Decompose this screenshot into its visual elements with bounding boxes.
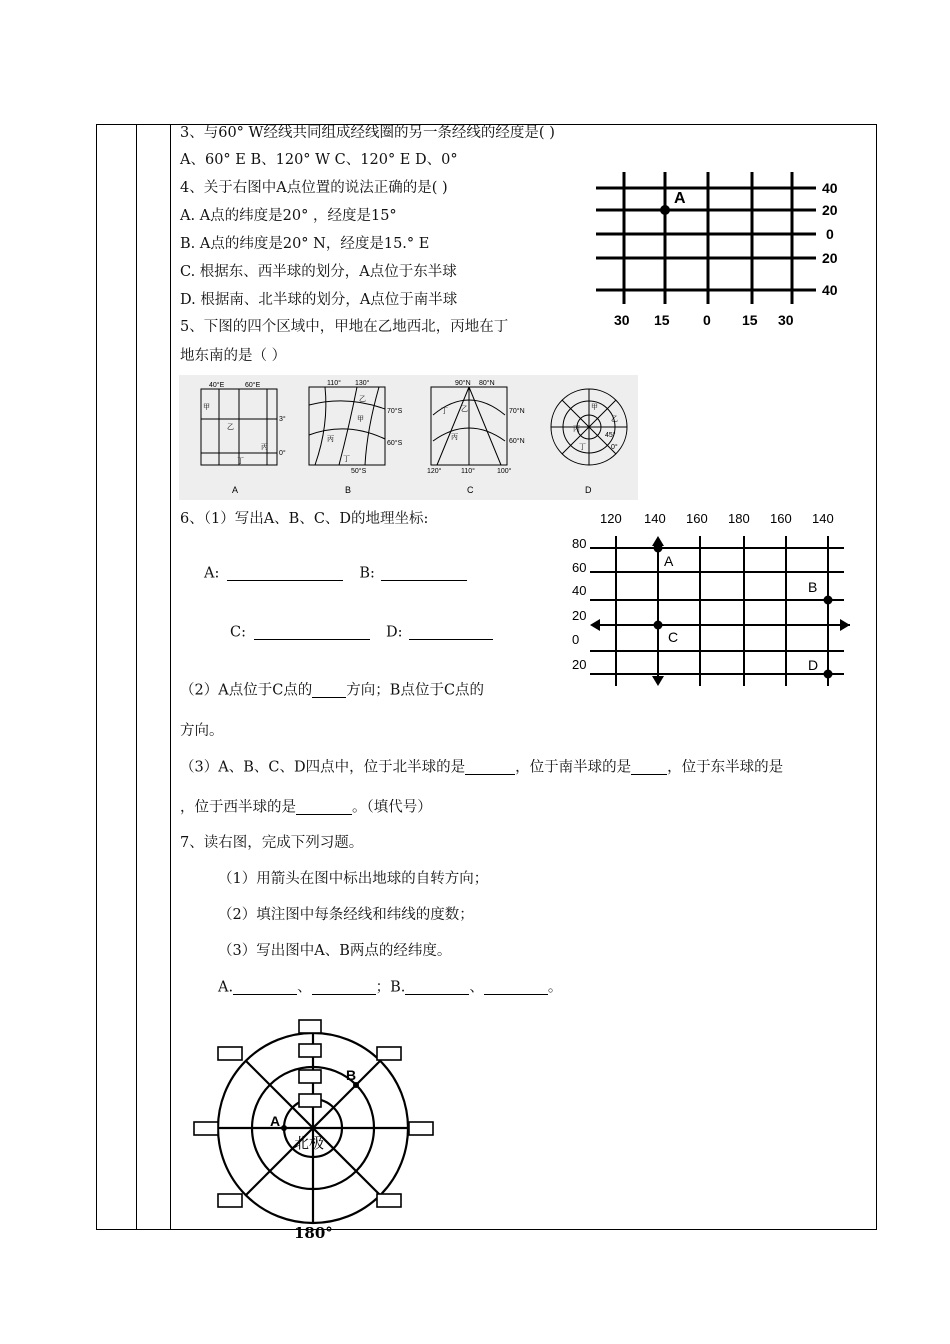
q6-part2-blank[interactable] [312,683,346,698]
map-d-label: 0° [611,444,618,451]
map-c-label: 90°N [455,380,471,387]
lon-label: 160 [770,511,792,526]
point-label: B [808,579,818,595]
q6-c-blank[interactable] [254,625,370,640]
map-a-point: 丁 [237,458,244,465]
q6-b-blank[interactable] [381,566,467,581]
q6-part2-end: 方向。 [180,723,224,739]
label-box[interactable] [299,1044,321,1057]
q5-maps-figure [179,375,638,500]
map-a-point: 乙 [227,424,234,431]
q6-part3-cont: ，位于西半球的是 。（填代号） [180,799,432,816]
label-box[interactable] [409,1122,433,1135]
point-a-marker [654,544,663,553]
point-label: C [668,629,679,645]
q6-west-blank[interactable] [296,800,352,815]
map-c-point: 丁 [441,408,448,415]
map-a-label: 60°E [245,382,261,389]
q4-option-c: C. 根据东、西半球的划分，A点位于东半球 [180,264,457,280]
map-b-point: 甲 [357,416,364,423]
q7-a-lat-blank[interactable] [312,980,376,995]
map-b-caption: B [345,485,352,495]
lat-label: 20 [822,202,838,218]
map-c-point: 丙 [451,434,458,441]
lat-label: 40 [572,583,587,598]
lon-label: 15 [742,312,758,328]
label-box[interactable] [377,1194,401,1207]
q3-stem: 3、与60° W经线共同组成经线圈的另一条经线的经度是( ) [180,125,555,141]
q7-sub1: （1）用箭头在图中标出地球的自转方向； [218,871,489,887]
map-a-point: 甲 [203,404,210,411]
point-label: D [808,657,819,673]
map-c-label: 70°N [509,408,525,415]
q6-a-line: A: B: [204,566,467,581]
lon-label: 120 [600,511,622,526]
q6-south-blank[interactable] [631,760,667,775]
q7-b-lon-blank[interactable] [405,980,469,995]
lat-label: 0 [572,632,580,647]
q7-answer-line: A. 、 ；B. 、 。 [218,979,563,996]
point-a-label: A [674,190,686,207]
q6-part2: （2）A点位于C点的 方向；B点位于C点的 [180,682,485,699]
map-d-label: 丁 [579,444,586,451]
lon-label: 0 [703,312,711,328]
lat-label: 20 [572,608,587,623]
map-a-caption: A [232,485,239,495]
map-c-label: 80°N [479,380,495,387]
map-d-label: 45° [605,432,616,439]
q6-part3: （3）A、B、C、D四点中，位于北半球的是 ，位于南半球的是 ，位于东半球的是 [180,759,784,776]
point-b-marker [824,596,833,605]
q6-grid-figure [566,508,850,690]
lon-label: 30 [778,312,794,328]
q6-c-line: C: D: [230,625,493,640]
table-column-divider [170,124,171,1230]
q4-option-d: D. 根据南、北半球的划分，A点位于南半球 [180,292,458,308]
label-box[interactable] [377,1047,401,1060]
lon-label: 15 [654,312,670,328]
map-b-point: 丁 [343,456,350,463]
map-a-label: 40°E [209,382,225,389]
meridian-180-label: 180° [294,1224,333,1242]
q6-north-blank[interactable] [465,760,515,775]
point-label: A [664,553,674,569]
map-c-label: 110° [461,468,475,475]
map-d-label: 丙 [573,426,580,433]
point-a-marker [281,1125,287,1131]
map-c-label: 60°N [509,438,525,445]
map-d [551,389,627,465]
map-c-caption: C [467,485,474,495]
map-b-label: 60°S [387,440,403,447]
point-a-marker [660,205,670,215]
q6-a-blank[interactable] [227,566,343,581]
label-box[interactable] [218,1047,242,1060]
lon-label: 140 [812,511,834,526]
map-b-point: 丙 [327,436,334,443]
lat-label: 80 [572,536,587,551]
lat-label: 60 [572,560,587,575]
lon-label: 160 [686,511,708,526]
point-label: B [346,1067,357,1083]
map-b-label: 70°S [387,408,403,415]
q4-option-b: B. A点的纬度是20° N，经度是15.° E [180,236,430,252]
q7-a-lon-blank[interactable] [233,980,297,995]
map-b-label: 110° [327,380,341,387]
label-box[interactable] [218,1194,242,1207]
map-d-caption: D [585,485,592,495]
q7-b-lat-blank[interactable] [484,980,548,995]
map-a-label: 3° [279,416,286,423]
map-c-label: 120° [427,468,442,475]
lon-label: 180 [728,511,750,526]
q6-d-blank[interactable] [409,625,493,640]
q4-option-a: A. A点的纬度是20° ，经度是15° [180,208,397,224]
q3-options: A、60° E B、120° W C、120° E D、0° [180,152,458,168]
q5-line2: 地东南的是（ ） [180,348,287,364]
lat-label: 20 [572,657,587,672]
map-b-point: 乙 [359,396,366,403]
q7-sub3: （3）写出图中A、B两点的经纬度。 [218,943,452,959]
point-c-marker [654,621,663,630]
point-d-marker [824,670,833,679]
map-a-point: 丙 [261,444,268,451]
point-label: A [270,1113,281,1129]
q4-stem: 4、关于右图中A点位置的说法正确的是( ) [180,180,448,196]
lat-label: 40 [822,282,838,298]
q7-stem: 7、读右图，完成下列习题。 [180,835,364,851]
lat-label: 40 [822,180,838,196]
label-box[interactable] [194,1122,218,1135]
map-c-label: 100° [497,468,512,475]
q6-stem: 6、（1）写出A、B、C、D的地理坐标: [180,511,429,527]
label-box[interactable] [299,1020,321,1033]
q5-line1: 5、下图的四个区域中，甲地在乙地西北，丙地在丁 [180,319,509,335]
q4-grid-figure [596,168,852,332]
q7-polar-figure [190,1018,436,1244]
table-column-divider [136,124,137,1230]
lon-label: 140 [644,511,666,526]
lon-label: 30 [614,312,630,328]
map-b-label: 130° [355,380,370,387]
map-b-label: 50°S [351,468,367,475]
label-box[interactable] [299,1070,321,1083]
north-pole-label: 北极 [294,1134,325,1152]
map-a-label: 0° [279,450,286,457]
q7-sub2: （2）填注图中每条经线和纬线的度数； [218,907,474,923]
lat-label: 20 [822,250,838,266]
lat-label: 0 [826,226,834,242]
map-c-point: 乙 [461,406,468,413]
map-d-label: 乙 [611,416,618,423]
label-box[interactable] [299,1094,321,1107]
map-d-label: 甲 [591,404,598,411]
